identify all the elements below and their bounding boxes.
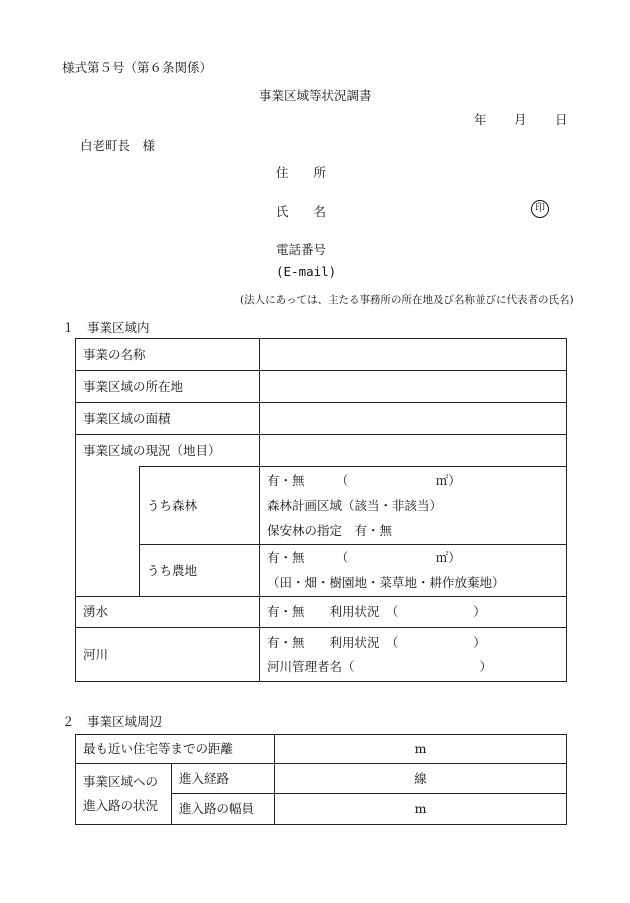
- area-value[interactable]: [260, 403, 567, 435]
- river-usage-line: 有・無 利用状況 （ ）: [267, 634, 486, 650]
- business-name-label: 事業の名称: [76, 339, 260, 371]
- forest-plan-line: 森林計画区域（該当・非該当）: [267, 497, 443, 513]
- section2-table: [75, 734, 567, 825]
- farmland-area-line: 有・無 （ ㎡）: [267, 550, 461, 565]
- date-year: 年: [474, 112, 487, 127]
- river-label: 河川: [76, 628, 260, 682]
- protected-forest-line: 保安林の指定 有・無: [267, 522, 393, 538]
- farmland-type-line: （田・畑・樹園地・菜草地・耕作放棄地）: [267, 575, 505, 590]
- land-status-spacer: [76, 467, 140, 597]
- address-label: 住 所: [276, 165, 327, 180]
- access-route-unit: 線: [414, 770, 427, 786]
- section1-table: [75, 338, 567, 682]
- area-label: 事業区域の面積: [76, 403, 260, 435]
- document-title: 事業区域等状況調書: [259, 88, 372, 103]
- land-status-label: 事業区域の現況（地目）: [76, 435, 260, 467]
- date-month: 月: [514, 112, 527, 127]
- email-label: (E-mail): [276, 264, 337, 279]
- nearest-house-unit: m: [414, 741, 427, 756]
- spring-label: 湧水: [76, 597, 260, 628]
- form-number: 様式第５号（第６条関係）: [62, 60, 213, 75]
- land-status-value[interactable]: [260, 435, 567, 467]
- spring-value[interactable]: [260, 597, 567, 628]
- access-road-label: [76, 764, 172, 825]
- farmland-label: うち農地: [140, 545, 260, 597]
- seal-mark: 印: [531, 200, 549, 218]
- phone-label: 電話番号: [276, 242, 327, 257]
- addressee: 白老町長 様: [80, 138, 156, 153]
- road-width-label: 進入路の幅員: [172, 794, 275, 825]
- nearest-house-value[interactable]: [275, 735, 567, 764]
- river-manager-line: 河川管理者名（ ）: [267, 658, 493, 674]
- forest-value[interactable]: [260, 467, 567, 545]
- access-route-label: 進入経路: [172, 764, 275, 794]
- name-label: 氏 名: [276, 204, 327, 219]
- location-label: 事業区域の所在地: [76, 371, 260, 403]
- road-width-value[interactable]: [275, 794, 567, 825]
- corporation-note: (法人にあっては、主たる事務所の所在地及び名称並びに代表者の氏名): [240, 294, 574, 306]
- section2-heading: ２ 事業区域周辺: [62, 714, 163, 729]
- river-value[interactable]: [260, 628, 567, 682]
- road-width-unit: m: [414, 801, 427, 816]
- business-name-value[interactable]: [260, 339, 567, 371]
- forest-label: うち森林: [140, 467, 260, 545]
- forest-area-line: 有・無 （ ㎡）: [267, 472, 461, 488]
- access-route-value[interactable]: [275, 764, 567, 794]
- section1-heading: １ 事業区域内: [62, 320, 150, 335]
- date-day: 日: [555, 112, 568, 127]
- access-road-label-line1: 事業区域への: [83, 774, 159, 789]
- farmland-value[interactable]: [260, 545, 567, 597]
- access-road-label-line2: 進入路の状況: [83, 798, 159, 813]
- nearest-house-label: 最も近い住宅等までの距離: [76, 735, 275, 764]
- location-value[interactable]: [260, 371, 567, 403]
- spring-usage-line: 有・無 利用状況 （ ）: [267, 604, 486, 619]
